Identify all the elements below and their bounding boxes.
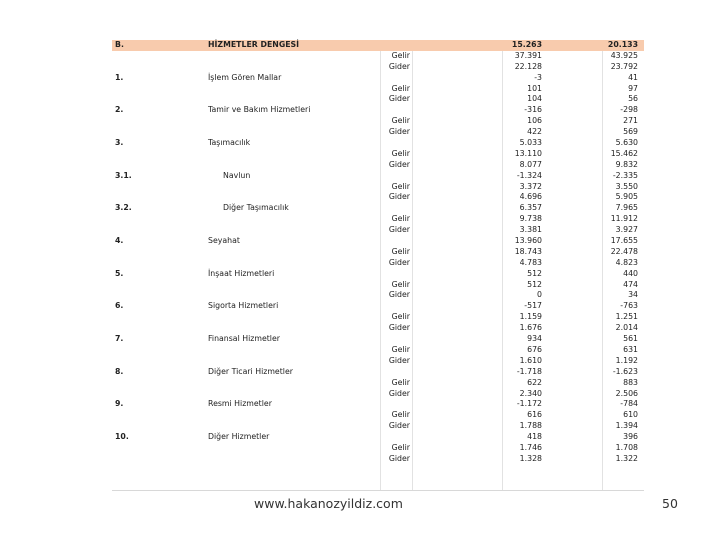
row-code: 3.1. [115, 170, 132, 180]
row-sublabel: Gelir [391, 181, 410, 191]
table-row [112, 323, 644, 334]
table-row [112, 432, 644, 443]
row-sublabel: Gelir [391, 344, 410, 354]
table-row [112, 62, 644, 73]
row-value-1: 6.357 [519, 203, 542, 213]
row-value-1: 512 [527, 279, 542, 289]
row-sublabel: Gelir [391, 312, 410, 322]
row-label: Seyahat [208, 236, 240, 246]
table-row [112, 269, 644, 280]
row-value-2: 2.014 [615, 323, 638, 333]
table-row [112, 84, 644, 95]
row-value-2: 5.905 [615, 192, 638, 202]
row-sublabel: Gider [388, 421, 410, 431]
row-value-1: -3 [534, 72, 542, 82]
row-code: 10. [115, 432, 129, 442]
header-code: B. [115, 40, 124, 49]
row-code: 9. [115, 399, 124, 409]
row-label: Taşımacılık [208, 138, 251, 148]
table-row [112, 160, 644, 171]
row-label: İşlem Gören Mallar [208, 72, 282, 82]
row-value-1: 22.128 [514, 61, 542, 71]
table-body [112, 51, 644, 465]
row-sublabel: Gider [388, 94, 410, 104]
row-value-2: 41 [628, 72, 638, 82]
row-value-2: 631 [623, 344, 638, 354]
row-value-1: 9.738 [519, 214, 542, 224]
row-value-2: -1.623 [612, 366, 638, 376]
row-value-2: 440 [623, 268, 638, 278]
row-value-1: 1.676 [519, 323, 542, 333]
row-value-1: 13.960 [514, 236, 542, 246]
row-value-1: 3.381 [519, 225, 542, 235]
row-value-1: 622 [527, 377, 542, 387]
row-sublabel: Gider [388, 192, 410, 202]
table-row [112, 149, 644, 160]
row-value-2: 561 [623, 334, 638, 344]
row-value-1: 934 [527, 334, 542, 344]
row-value-2: 43.925 [610, 50, 638, 60]
row-value-2: 3.550 [615, 181, 638, 191]
table-row [112, 356, 644, 367]
table-row [112, 301, 644, 312]
row-sublabel: Gider [388, 355, 410, 365]
row-value-1: 106 [527, 116, 542, 126]
row-value-2: 1.192 [615, 355, 638, 365]
row-value-2: 7.965 [615, 203, 638, 213]
row-value-1: 104 [527, 94, 542, 104]
row-code: 2. [115, 105, 124, 115]
row-value-2: 5.630 [615, 138, 638, 148]
header-value-2: 20.133 [607, 40, 638, 49]
row-value-2: 56 [628, 94, 638, 104]
table-row [112, 389, 644, 400]
row-sublabel: Gider [388, 159, 410, 169]
table-row [112, 421, 644, 432]
row-label: Diğer Hizmetler [208, 432, 270, 442]
table-row [112, 105, 644, 116]
table-row [112, 73, 644, 84]
row-value-1: 1.159 [519, 312, 542, 322]
row-sublabel: Gelir [391, 50, 410, 60]
table-row [112, 51, 644, 62]
row-value-2: -298 [620, 105, 638, 115]
row-value-2: 883 [623, 377, 638, 387]
row-value-1: 422 [527, 127, 542, 137]
row-sublabel: Gelir [391, 148, 410, 158]
row-code: 3. [115, 138, 124, 148]
table-row [112, 214, 644, 225]
table-row [112, 345, 644, 356]
table-row [112, 290, 644, 301]
row-code: 5. [115, 268, 124, 278]
row-value-2: 1.394 [615, 421, 638, 431]
row-value-2: -784 [620, 399, 638, 409]
row-sublabel: Gider [388, 388, 410, 398]
row-value-2: 474 [623, 279, 638, 289]
row-value-2: 4.823 [615, 257, 638, 267]
row-code: 1. [115, 72, 124, 82]
row-sublabel: Gider [388, 290, 410, 300]
row-label: Resmi Hizmetler [208, 399, 272, 409]
row-sublabel: Gelir [391, 279, 410, 289]
table-row [112, 443, 644, 454]
table-row [112, 203, 644, 214]
row-value-2: 1.251 [615, 312, 638, 322]
row-value-1: 101 [527, 83, 542, 93]
row-value-2: 1.708 [615, 442, 638, 452]
header-title: HİZMETLER DENGESİ [208, 40, 300, 49]
table-row [112, 378, 644, 389]
row-label: Tamir ve Bakım Hizmetleri [208, 105, 311, 115]
row-code: 6. [115, 301, 124, 311]
row-value-2: 9.832 [615, 159, 638, 169]
row-sublabel: Gelir [391, 410, 410, 420]
row-sublabel: Gelir [391, 83, 410, 93]
row-value-1: 2.340 [519, 388, 542, 398]
row-value-1: 1.328 [519, 453, 542, 463]
table-row [112, 280, 644, 291]
row-value-2: 97 [628, 83, 638, 93]
table-row [112, 399, 644, 410]
row-code: 3.2. [115, 203, 132, 213]
row-value-1: 8.077 [519, 159, 542, 169]
row-value-1: 616 [527, 410, 542, 420]
table-row [112, 410, 644, 421]
row-value-2: 396 [623, 432, 638, 442]
table-row [112, 454, 644, 465]
row-value-2: -763 [620, 301, 638, 311]
table-row [112, 171, 644, 182]
row-value-1: 18.743 [514, 246, 542, 256]
row-value-1: 4.696 [519, 192, 542, 202]
table-row [112, 312, 644, 323]
row-code: 7. [115, 334, 124, 344]
row-value-2: 23.792 [610, 61, 638, 71]
row-label: Sigorta Hizmetleri [208, 301, 279, 311]
table-row [112, 127, 644, 138]
row-value-1: 5.033 [519, 138, 542, 148]
row-value-1: -1.172 [516, 399, 542, 409]
row-label: Diğer Taşımacılık [223, 203, 289, 213]
table-header-row [112, 40, 644, 51]
row-value-2: 271 [623, 116, 638, 126]
table-row [112, 367, 644, 378]
row-label: Diğer Ticari Hizmetler [208, 366, 293, 376]
footer-website: www.hakanozyildiz.com [254, 496, 403, 511]
row-value-2: 34 [628, 290, 638, 300]
row-sublabel: Gider [388, 61, 410, 71]
table-row [112, 334, 644, 345]
row-sublabel: Gider [388, 453, 410, 463]
row-code: 4. [115, 236, 124, 246]
row-value-1: 1.610 [519, 355, 542, 365]
table-row [112, 247, 644, 258]
row-sublabel: Gider [388, 323, 410, 333]
row-value-1: -1.718 [516, 366, 542, 376]
row-value-1: 3.372 [519, 181, 542, 191]
row-value-1: -1.324 [516, 170, 542, 180]
table-row [112, 94, 644, 105]
row-value-1: -316 [524, 105, 542, 115]
table-row [112, 225, 644, 236]
row-value-2: 22.478 [610, 246, 638, 256]
row-sublabel: Gelir [391, 214, 410, 224]
row-value-2: -2.335 [612, 170, 638, 180]
page-number: 50 [662, 496, 678, 511]
row-value-2: 11.912 [610, 214, 638, 224]
row-value-1: 0 [537, 290, 542, 300]
row-value-1: 676 [527, 344, 542, 354]
row-value-2: 610 [623, 410, 638, 420]
table-row [112, 258, 644, 269]
row-sublabel: Gelir [391, 116, 410, 126]
row-sublabel: Gider [388, 225, 410, 235]
row-sublabel: Gider [388, 257, 410, 267]
table-row [112, 236, 644, 247]
row-value-1: 4.783 [519, 257, 542, 267]
table-row [112, 192, 644, 203]
row-value-2: 2.506 [615, 388, 638, 398]
row-sublabel: Gelir [391, 442, 410, 452]
services-balance-table [112, 40, 644, 491]
row-value-2: 569 [623, 127, 638, 137]
table-row [112, 116, 644, 127]
table-row [112, 138, 644, 149]
row-sublabel: Gelir [391, 246, 410, 256]
row-label: Finansal Hizmetler [208, 334, 280, 344]
row-value-2: 1.322 [615, 453, 638, 463]
header-value-1: 15.263 [511, 40, 542, 49]
row-sublabel: Gider [388, 127, 410, 137]
table-row [112, 182, 644, 193]
row-value-1: 512 [527, 268, 542, 278]
row-value-1: 37.391 [514, 50, 542, 60]
row-label: Navlun [223, 170, 251, 180]
row-sublabel: Gelir [391, 377, 410, 387]
row-label: İnşaat Hizmetleri [208, 268, 275, 278]
row-value-2: 15.462 [610, 148, 638, 158]
row-code: 8. [115, 366, 124, 376]
row-value-1: 418 [527, 432, 542, 442]
row-value-1: 13.110 [514, 148, 542, 158]
row-value-1: 1.746 [519, 442, 542, 452]
row-value-2: 17.655 [610, 236, 638, 246]
row-value-2: 3.927 [615, 225, 638, 235]
row-value-1: -517 [524, 301, 542, 311]
row-value-1: 1.788 [519, 421, 542, 431]
